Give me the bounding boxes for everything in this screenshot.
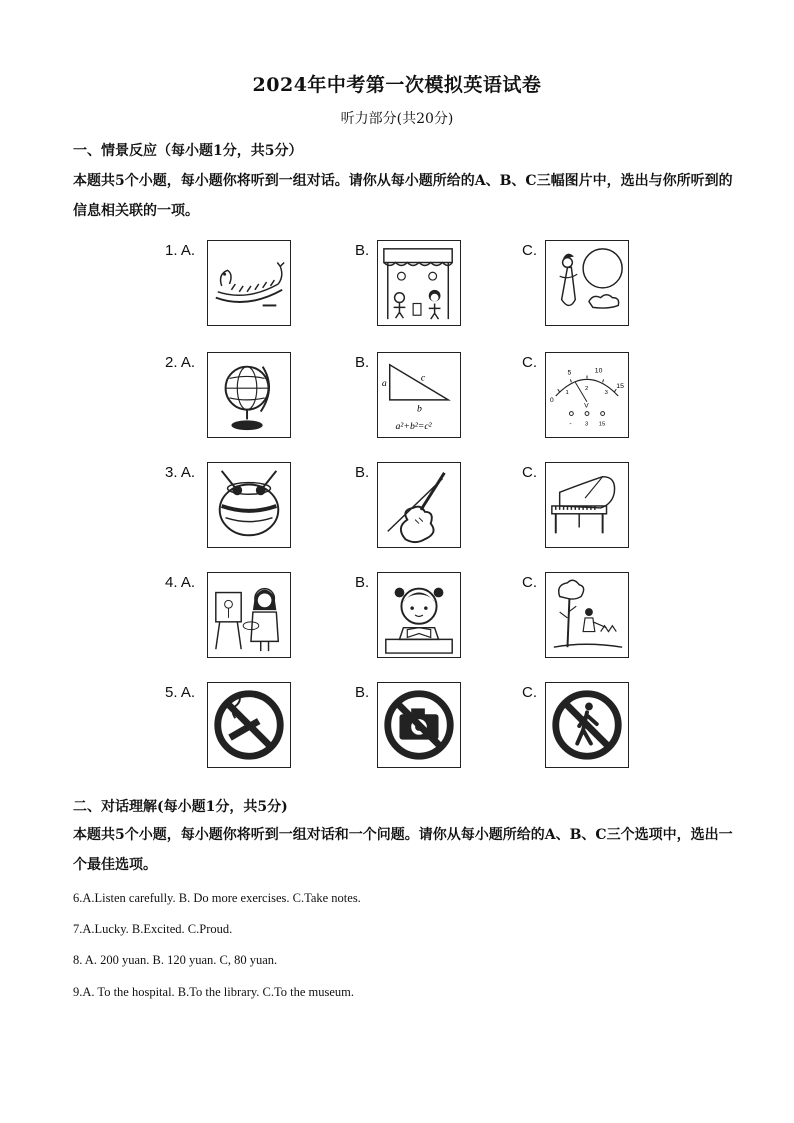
girl-painting-icon[interactable] (207, 572, 291, 658)
option-c-label: C. (522, 464, 537, 481)
side-c-label: c (420, 372, 426, 384)
question-row-1 (0, 240, 794, 332)
street-shop-icon[interactable] (377, 240, 461, 326)
girl-planting-tree-icon[interactable] (545, 572, 629, 658)
no-photos-icon[interactable] (377, 682, 461, 768)
moon-goddess-icon[interactable] (545, 240, 629, 326)
question-row-2 (0, 352, 794, 444)
exam-title: 2024年中考第一次模拟英语试卷 (252, 74, 542, 96)
side-a-label: a (381, 378, 387, 390)
pythagoras-formula: a²+b²=c² (395, 421, 432, 433)
question-5-label: 5. A. (165, 684, 196, 701)
question-3-label: 3. A. (165, 464, 196, 481)
no-smoking-icon[interactable] (207, 682, 291, 768)
meter-tick-0: 0 (549, 396, 554, 404)
question-4-label: 4. A. (165, 574, 196, 591)
violin-icon[interactable] (377, 462, 461, 548)
option-c-label: C. (522, 354, 537, 371)
option-b-label: B. (355, 574, 370, 591)
option-c-label: C. (522, 684, 537, 701)
question-6-options: 6.A.Listen carefully. B. Do more exercises. C.Take notes. (73, 891, 361, 905)
question-2-label: 2. A. (165, 354, 196, 371)
meter-tick-15: 15 (616, 383, 624, 391)
section1-instruction: 本题共5个小题，每小题你将听到一组对话。请你从每小题所给的A、B、C三幅图片中，选出与你所听到的信息相关联的一项。 (73, 173, 733, 219)
listening-part-subtitle: 听力部分(共20分) (340, 111, 454, 127)
meter-tick-10: 10 (594, 367, 603, 375)
meter-minus: - (569, 420, 572, 428)
question-row-5 (0, 682, 794, 774)
option-b-label: B. (355, 684, 370, 701)
dragon-boat-icon[interactable] (207, 240, 291, 326)
no-pedestrians-icon[interactable] (545, 682, 629, 768)
option-c-label: C. (522, 574, 537, 591)
option-b-label: B. (355, 354, 370, 371)
question-1-label: 1. A. (165, 242, 196, 259)
globe-icon[interactable] (207, 352, 291, 438)
question-7-options: 7.A.Lucky. B.Excited. C.Proud. (73, 922, 233, 936)
meter-tick-5: 5 (567, 369, 572, 377)
option-c-label: C. (522, 242, 537, 259)
section1-heading: 一、情景反应（每小题1分，共5分） (73, 143, 303, 159)
option-b-label: B. (355, 464, 370, 481)
meter-inner-1: 1 (565, 390, 569, 397)
side-b-label: b (417, 403, 422, 415)
section2-instruction: 本题共5个小题，每小题你将听到一组对话和一个问题。请你从每小题所给的A、B、C三个选项中，选出一个最佳选项。 (73, 827, 733, 873)
piano-icon[interactable] (545, 462, 629, 548)
question-8-options: 8. A. 200 yuan. B. 120 yuan. C, 80 yuan. (73, 953, 278, 967)
question-row-3 (0, 462, 794, 554)
section2-heading: 二、对话理解(每小题1分，共5分) (73, 799, 288, 815)
girl-reading-icon[interactable] (377, 572, 461, 658)
triangle-formula-icon[interactable] (377, 352, 461, 438)
option-b-label: B. (355, 242, 370, 259)
meter-term-15: 15 (598, 421, 606, 428)
question-row-4 (0, 572, 794, 664)
meter-inner-3: 3 (604, 390, 608, 397)
drum-icon[interactable] (207, 462, 291, 548)
meter-term-3: 3 (585, 421, 589, 428)
meter-unit: V (584, 402, 589, 410)
meter-inner-2: 2 (585, 386, 589, 393)
question-9-options: 9.A. To the hospital. B.To the library. C.To the museum. (73, 985, 355, 999)
voltmeter-icon[interactable] (545, 352, 629, 438)
